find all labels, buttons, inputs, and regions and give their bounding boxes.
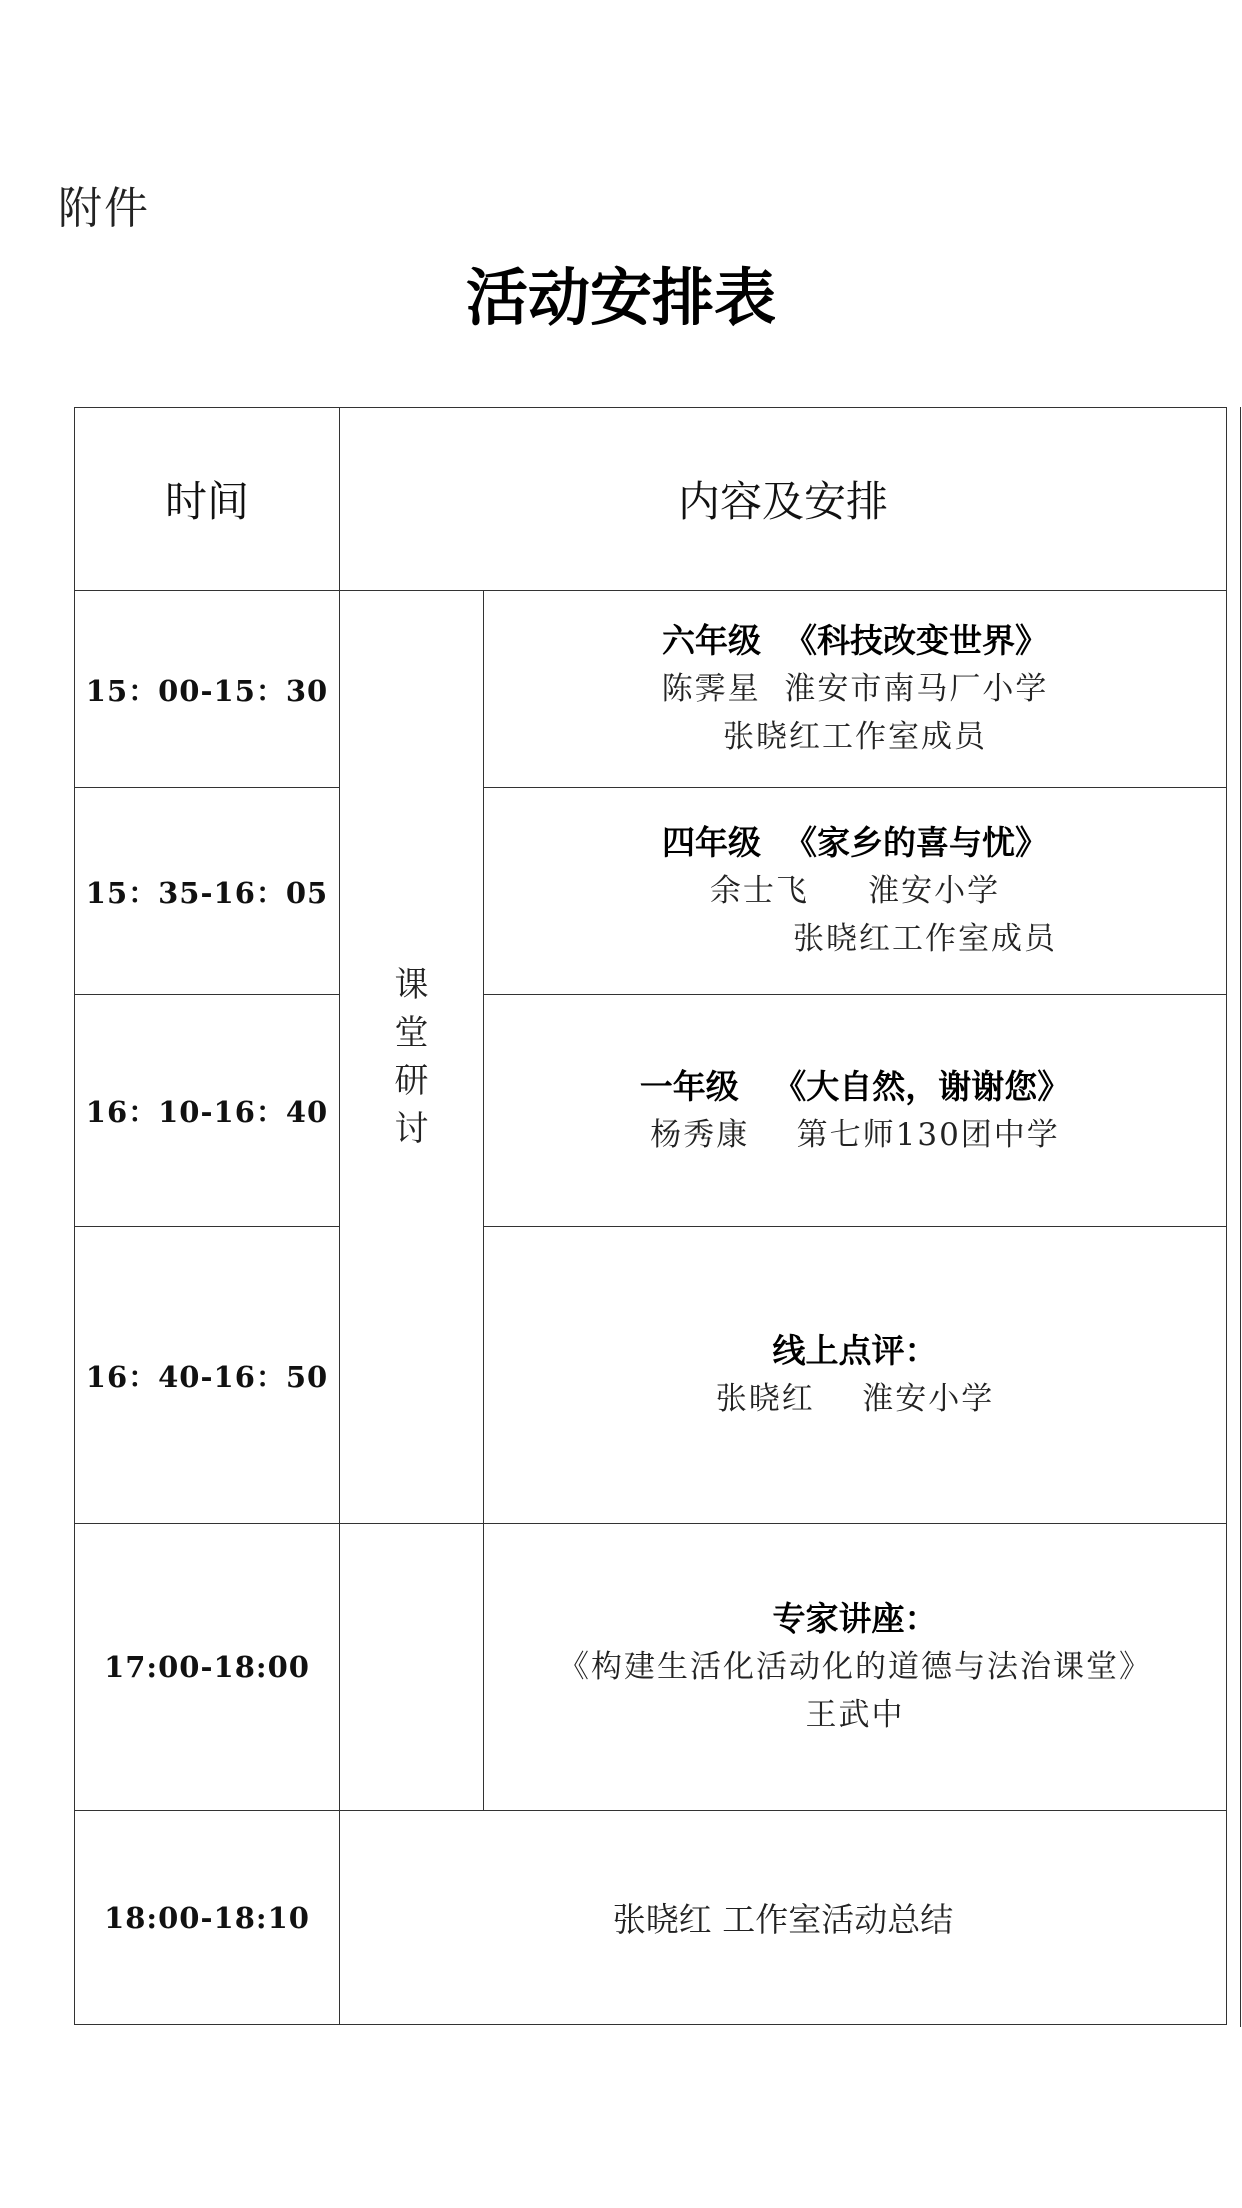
header-time: 时间 [75,408,340,591]
section-label: 课堂研讨 [394,965,429,1149]
lesson-title: 六年级 《科技改变世界》 [662,621,1048,660]
document-title: 活动安排表 [465,261,776,334]
lecture-title: 专家讲座： [772,1599,938,1638]
table-row [75,1811,1227,2025]
summary-cell: 张晓红 工作室活动总结 [340,1811,1227,2025]
table-row [75,1227,1227,1524]
time-cell: 16：10-16：40 [75,995,340,1227]
member-line: 张晓红工作室成员 [793,921,1057,957]
review-title: 线上点评： [772,1331,938,1370]
lesson-title: 一年级 《大自然，谢谢您》 [639,1066,1071,1106]
lecturer-name: 王武中 [805,1697,905,1733]
right-border-line [1240,407,1241,2027]
member-line: 张晓红工作室成员 [723,719,987,755]
table-row [75,591,1227,788]
time-cell: 17:00-18:00 [75,1524,340,1811]
content-cell [484,1227,1227,1524]
lesson-title: 四年级 《家乡的喜与忧》 [662,823,1048,862]
lecture-topic: 《构建生活化活动化的道德与法治课堂》 [558,1649,1152,1685]
time-cell: 18:00-18:10 [75,1811,340,2025]
empty-section-cell [340,1524,484,1811]
table-row [75,1524,1227,1811]
time-cell: 16：40-16：50 [75,1227,340,1524]
content-cell [484,995,1227,1227]
teacher-line: 余士飞 淮安小学 [709,873,1001,909]
table-row [75,788,1227,995]
schedule-table [74,407,1227,2025]
time-cell: 15：35-16：05 [75,788,340,995]
content-cell [484,788,1227,995]
teacher-line: 杨秀康 第七师130团中学 [650,1116,1060,1153]
reviewer-line: 张晓红 淮安小学 [715,1381,995,1417]
teacher-line: 陈霁星 淮安市南马厂小学 [661,671,1049,707]
table-row [75,995,1227,1227]
content-cell [484,591,1227,788]
attachment-label: 附件 [58,183,150,234]
schedule-table-container [74,407,1226,2027]
time-cell: 15：00-15：30 [75,591,340,788]
content-cell [484,1524,1227,1811]
table-header-row [75,408,1227,591]
section-label-cell [340,591,484,1524]
header-content: 内容及安排 [340,408,1227,591]
